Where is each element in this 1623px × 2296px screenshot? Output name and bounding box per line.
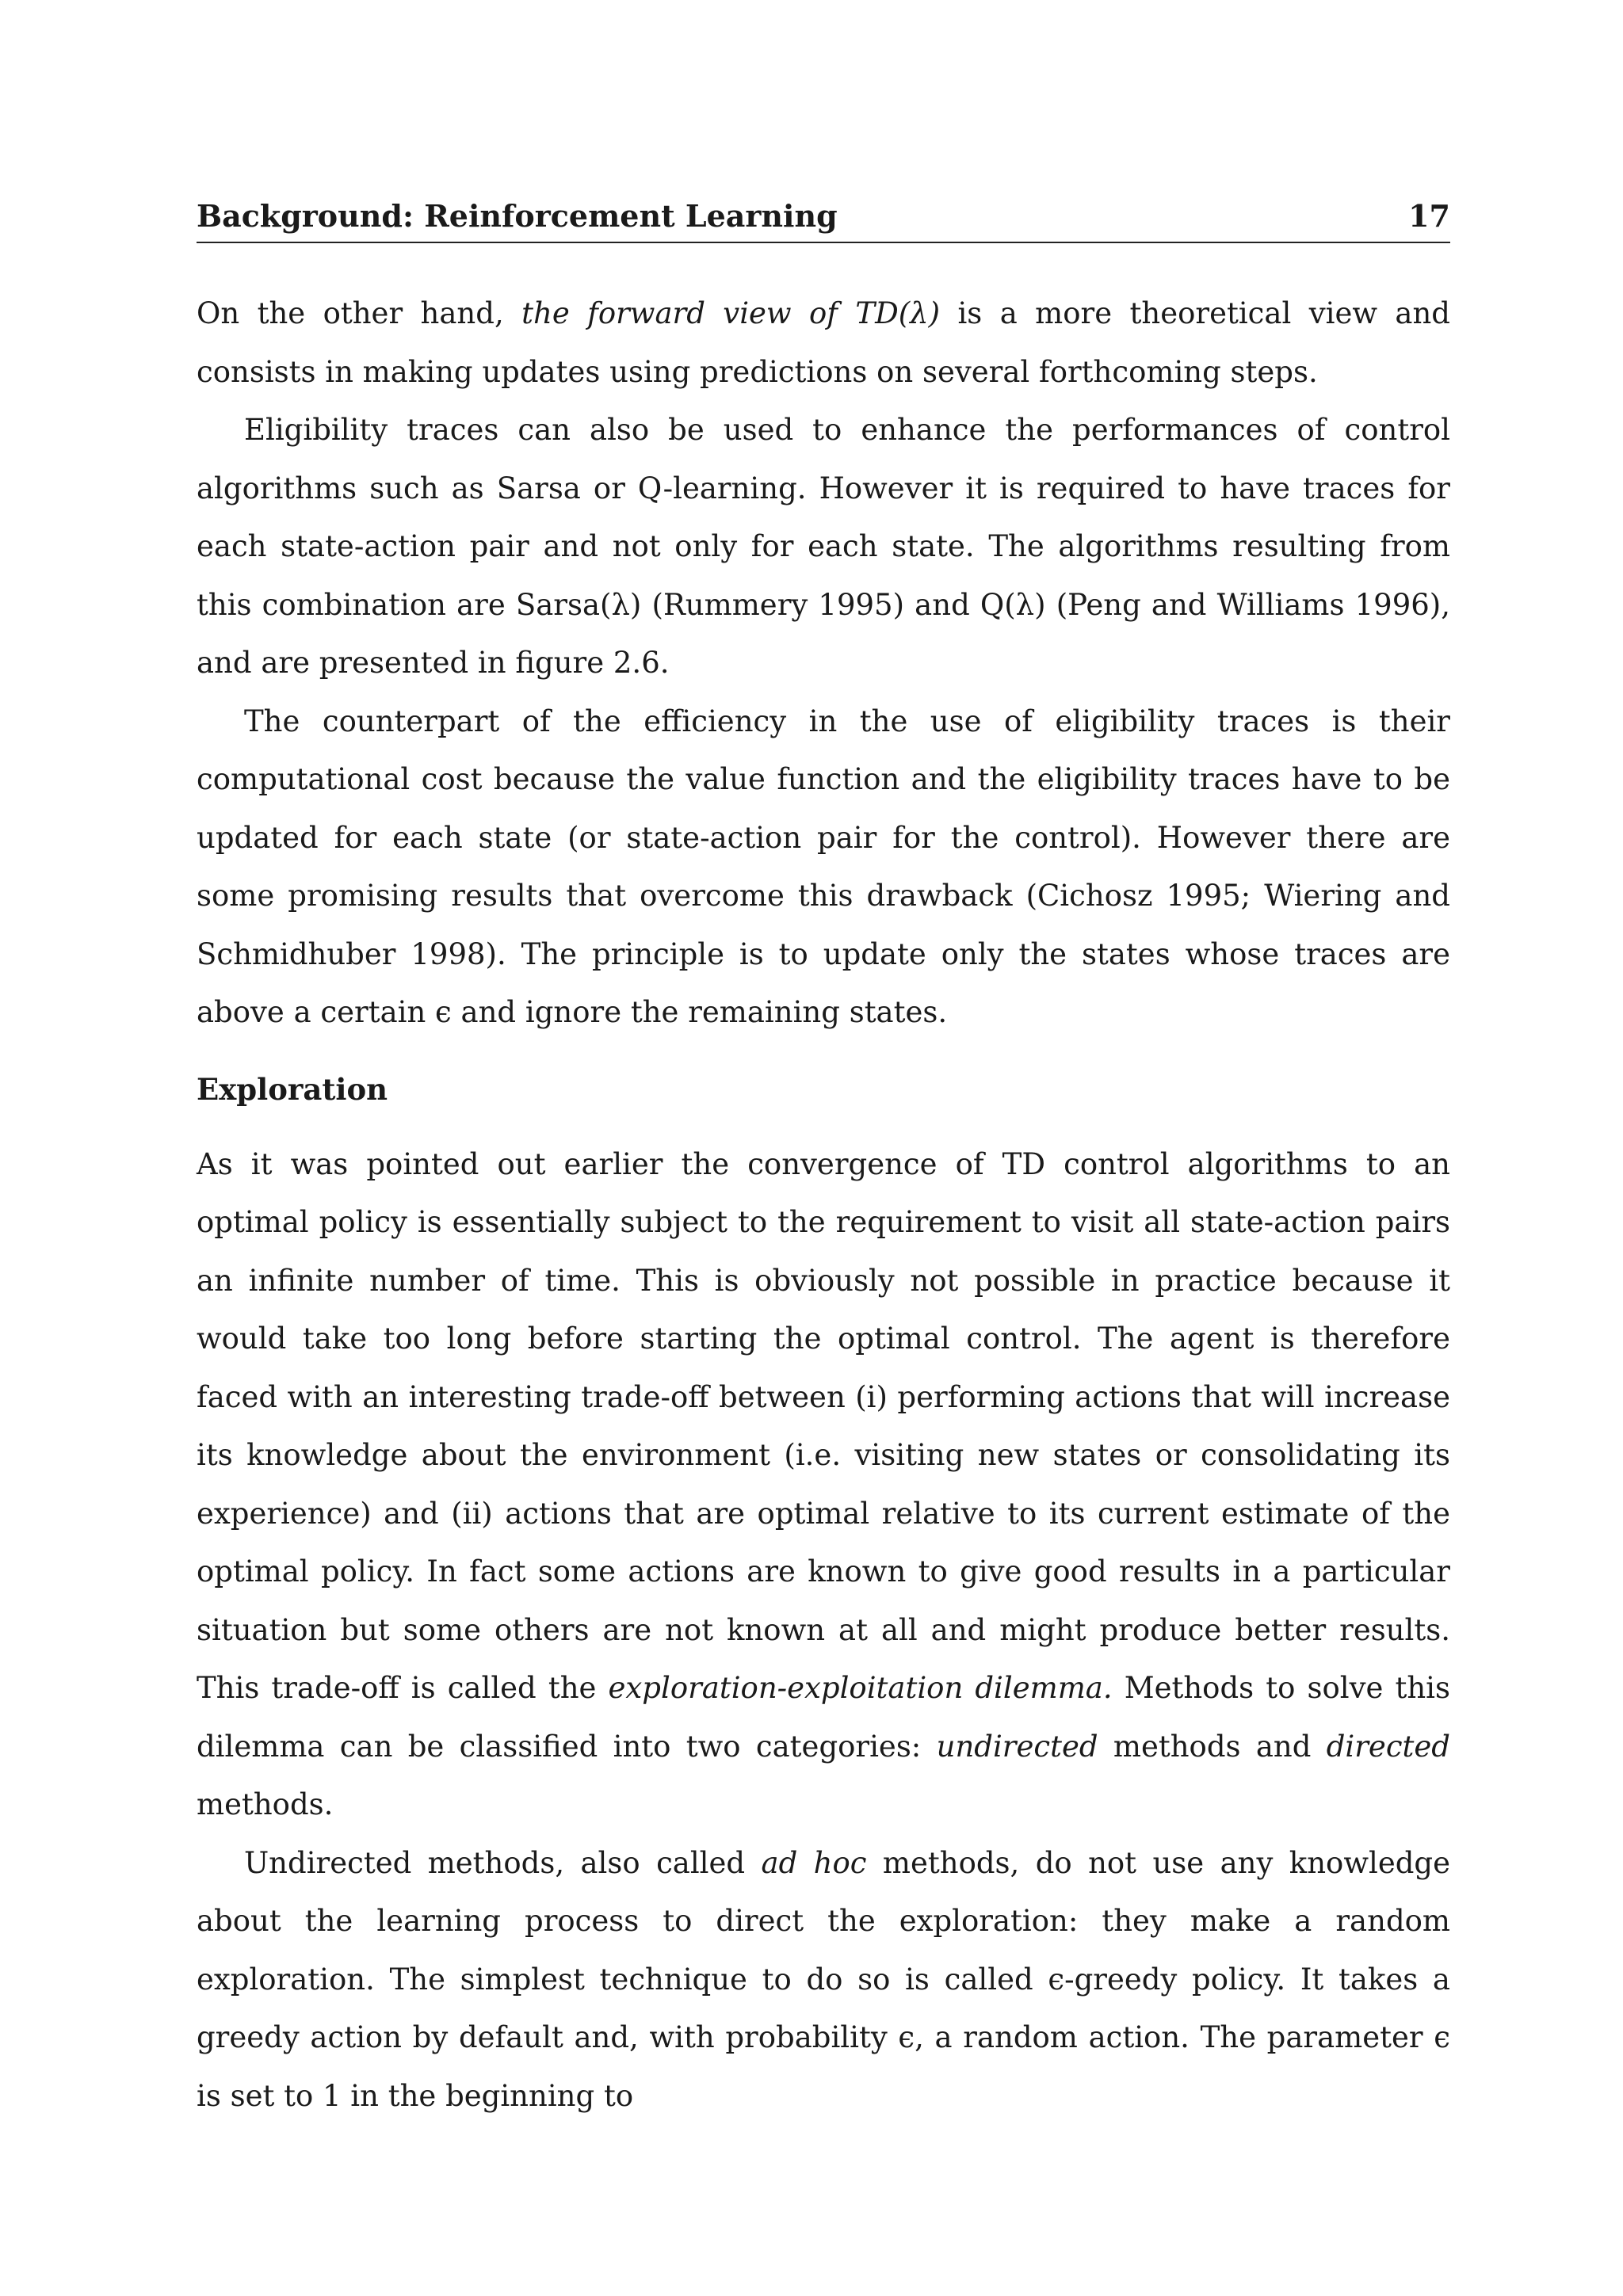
text-run: methods, do not use any knowledge about the learning process to direct the exploration: they make a random exploration. The simplest technique to do so is called ϵ-greedy policy. It takes a greedy action by default and, with probability ϵ, a random action. The parameter ϵ is set to 1 in the beginning to [197,1845,1450,2113]
paragraph-group-after [197,1135,1450,2126]
text-run: methods and [1098,1729,1327,1764]
running-header [197,198,1450,243]
text-run: Methods to solve this dilemma can be classified into two categories: [197,1671,1450,1764]
document-page [197,198,1450,2125]
text-run: As it was pointed out earlier the convergence of TD control algorithms to an optimal policy is essentially subject to the requirement to visit all state-action pairs an infinite number of time. This is obviously not possible in practice because it would take too long before starting the optimal control. The agent is therefore faced with an interesting trade-off between (i) performing actions that will increase its knowledge about the environment (i.e. visiting new states or consolidating its experience) and (ii) actions that are optimal relative to its current estimate of the optimal policy. In fact some actions are known to give good results in a particular situation but some others are not known at all and might produce better results. This trade-off is called the [197,1146,1450,1705]
italic-text: the forward view of TD(λ) [521,296,941,330]
text-run: methods. [197,1787,334,1821]
italic-text: ad hoc [761,1845,867,1880]
paragraph [197,1834,1450,2126]
chapter-title: Background: Reinforcement Learning [197,198,838,234]
text-run: Undirected methods, also called [244,1845,762,1880]
text-run: The counterpart of the efficiency in the use of eligibility traces is their computational cost because the value function and the eligibility traces have to be updated for each state (or state-action pair for the control). However there are some promising results that overcome this drawback (Cichosz 1995; Wiering and Schmidhuber 1998). The principle is to update only the states whose traces are above a certain ϵ and ignore the remaining states. [197,704,1450,1029]
paragraph-group-before [197,284,1450,1042]
paragraph [197,401,1450,692]
italic-text: undirected [936,1729,1098,1764]
paragraph [197,1135,1450,1834]
italic-text: directed [1326,1729,1450,1764]
section-heading-exploration: Exploration [197,1071,388,1107]
page-number: 17 [1408,198,1450,234]
text-run: Eligibility traces can also be used to enhance the performances of control algorithms such as Sarsa or Q-learning. However it is required to have traces for each state-action pair and not only for each state. The algorithms resulting from this combination are Sarsa(λ) (Rummery 1995) and Q(λ) (Peng and Williams 1996), and are presented in figure 2.6. [197,413,1450,680]
body-text [197,284,1450,2125]
text-run: On the other hand, [197,296,522,330]
paragraph [197,284,1450,401]
text-run: is a more theoretical view and consists in making updates using predictions on several forthcoming steps. [197,296,1450,389]
italic-text: exploration-exploitation dilemma. [608,1671,1113,1705]
paragraph [197,692,1450,1042]
